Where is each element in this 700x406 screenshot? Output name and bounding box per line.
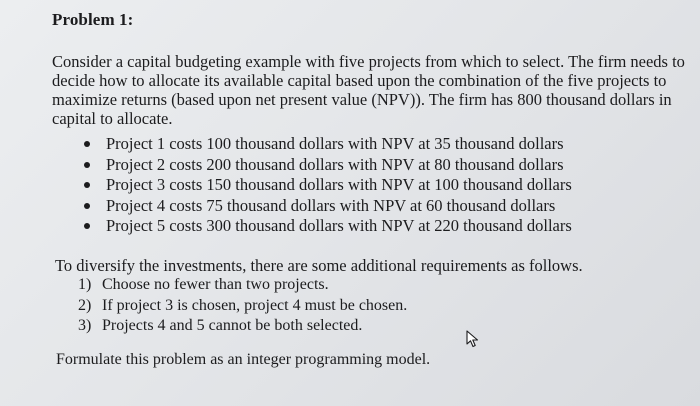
project-text: Project 2 costs 200 thousand dollars with NPV at 80 thousand dollars: [106, 154, 564, 174]
requirement-text: If project 3 is chosen, project 4 must be chosen.: [102, 296, 408, 314]
requirement-number: 1): [78, 276, 92, 293]
requirements-list: [78, 275, 407, 337]
mouse-pointer-icon: [466, 330, 480, 348]
requirement-number: 2): [78, 296, 92, 314]
project-text: Project 4 costs 75 thousand dollars with NPV at 60 thousand dollars: [106, 195, 556, 215]
project-text: Project 5 costs 300 thousand dollars with NPV at 220 thousand dollars: [106, 216, 572, 235]
problem-intro: Consider a capital budgeting example with five projects from which to select. The firm needs to decide how to allocate its available capital based upon the combination of the five projects to maximize returns (based upon net present value (NPV)). The firm has 800 thousand dollars in capital to allocate.: [52, 52, 685, 128]
requirement-item: [78, 316, 407, 337]
requirement-text: Choose no fewer than two projects.: [102, 276, 329, 293]
bullet-icon: [84, 203, 90, 209]
requirements-intro: To diversify the investments, there are some additional requirements as follows.: [55, 256, 583, 275]
requirement-text: Projects 4 and 5 cannot be both selected.: [102, 317, 363, 334]
problem-title: Problem 1:: [52, 10, 134, 29]
project-item: [80, 216, 572, 237]
project-text: Project 3 costs 150 thousand dollars with NPV at 100 thousand dollars: [106, 175, 572, 194]
requirement-number: 3): [78, 317, 92, 334]
requirement-item: [78, 275, 407, 296]
project-item: [80, 196, 572, 217]
project-text: Project 1 costs 100 thousand dollars with NPV at 35 thousand dollars: [106, 134, 564, 153]
requirement-item: [78, 296, 407, 317]
bullet-icon: [84, 162, 90, 168]
project-item: [80, 175, 572, 196]
bullet-icon: [84, 141, 90, 147]
closing-instruction: Formulate this problem as an integer programming model.: [56, 351, 431, 368]
project-list: [80, 134, 572, 237]
project-item: [80, 134, 572, 155]
project-item: [80, 155, 572, 176]
bullet-icon: [84, 223, 90, 229]
bullet-icon: [84, 182, 90, 188]
